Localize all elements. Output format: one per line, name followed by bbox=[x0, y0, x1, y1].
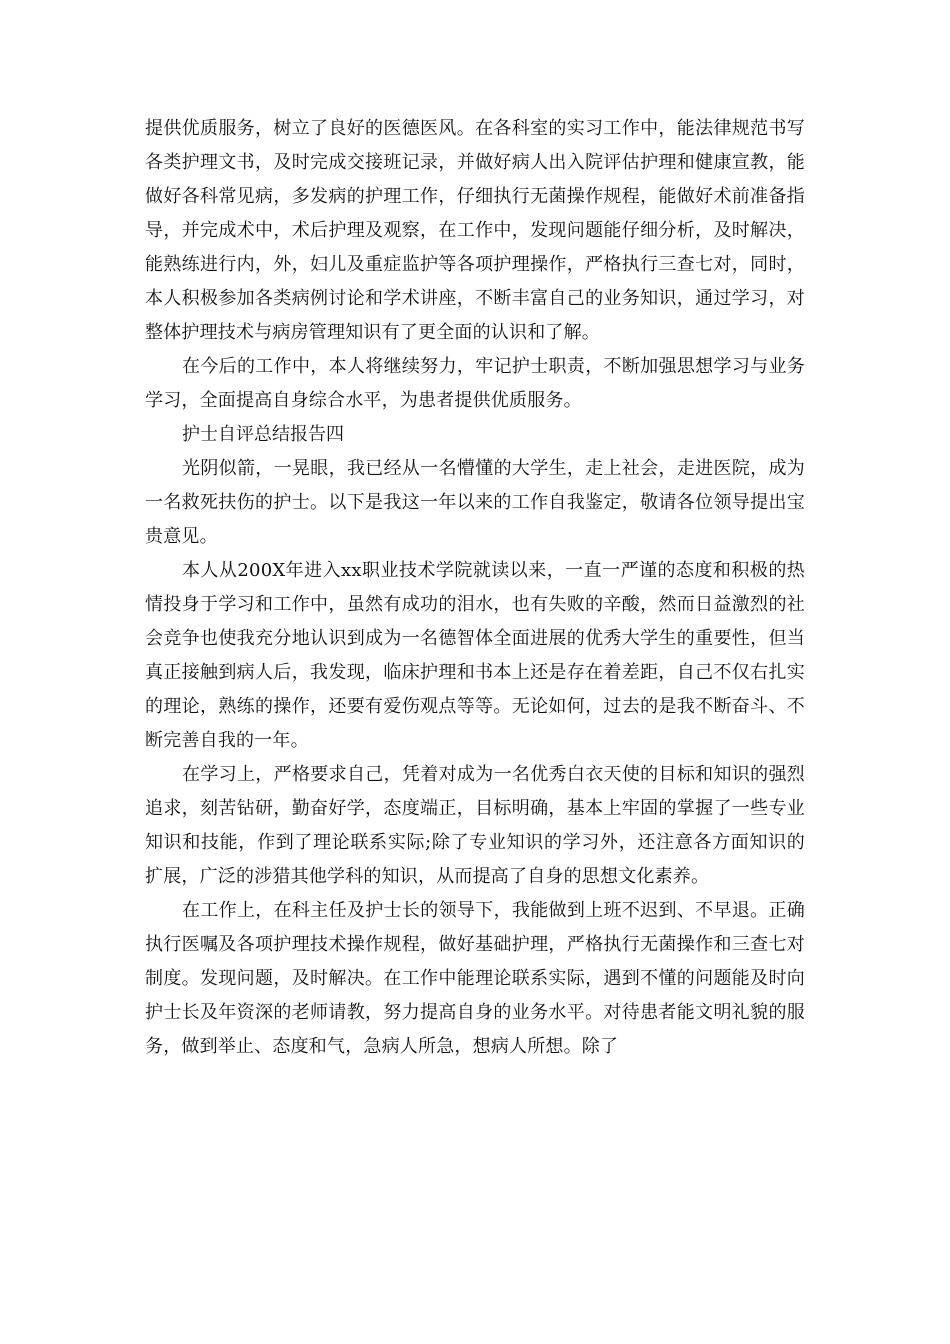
paragraph-study-history: 本人从200X年进入xx职业技术学院就读以来，一直一严谨的态度和积极的热情投身于学习和工作中，虽然有成功的泪水，也有失败的辛酸，然而日益激烈的社会竞争也使我充分地认识到成为一名德智体全面进展的优秀大学生的重要性，但当真正接触到病人后，我发现，临床护理和书本上还是存在着差距，自己不仅右扎实的理论，熟练的操作，还要有爱伤观点等等。无论如何，过去的是我不断奋斗、不断完善自我的一年。 bbox=[145, 560, 805, 751]
paragraph-work: 在工作上，在科主任及护士长的领导下，我能做到上班不迟到、不早退。正确执行医嘱及各项护理技术操作规程，做好基础护理，严格执行无菌操作和三查七对制度。发现问题，及时解决。在工作中能理论联系实际，遇到不懂的问题能及时向护士长及年资深的老师请教，努力提高自身的业务水平。对待患者能文明礼貌的服务，做到举止、态度和气，急病人所急，想病人所想。除了 bbox=[145, 900, 805, 1057]
section-heading: 护士自评总结报告四 bbox=[182, 424, 344, 445]
document-page bbox=[145, 112, 805, 1064]
paragraph-future-work: 在今后的工作中，本人将继续努力，牢记护士职责，不断加强思想学习与业务学习，全面提高自身综合水平，为患者提供优质服务。 bbox=[145, 356, 805, 411]
paragraph-continued: 提供优质服务，树立了良好的医德医风。在各科室的实习工作中，能法律规范书写各类护理文书，及时完成交接班记录，并做好病人出入院评估护理和健康宣教，能做好各科常见病，多发病的护理工作，仔细执行无菌操作规程，能做好术前准备指导，并完成术中，术后护理及观察，在工作中，发现问题能仔细分析，及时解决，能熟练进行内，外，妇儿及重症监护等各项护理操作，严格执行三查七对，同时，本人积极参加各类病例讨论和学术讲座，不断丰富自己的业务知识，通过学习，对整体护理技术与病房管理知识有了更全面的认识和了解。 bbox=[145, 118, 805, 343]
paragraph-intro: 光阴似箭，一晃眼，我已经从一名懵懂的大学生，走上社会，走进医院，成为一名救死扶伤的护士。以下是我这一年以来的工作自我鉴定，敬请各位领导提出宝贵意见。 bbox=[145, 458, 805, 547]
paragraph-study: 在学习上，严格要求自己，凭着对成为一名优秀白衣天使的目标和知识的强烈追求，刻苦钻研，勤奋好学，态度端正，目标明确，基本上牢固的掌握了一些专业知识和技能，作到了理论联系实际;除了专业知识的学习外，还注意各方面知识的扩展，广泛的涉猎其他学科的知识，从而提高了自身的思想文化素养。 bbox=[145, 764, 805, 887]
